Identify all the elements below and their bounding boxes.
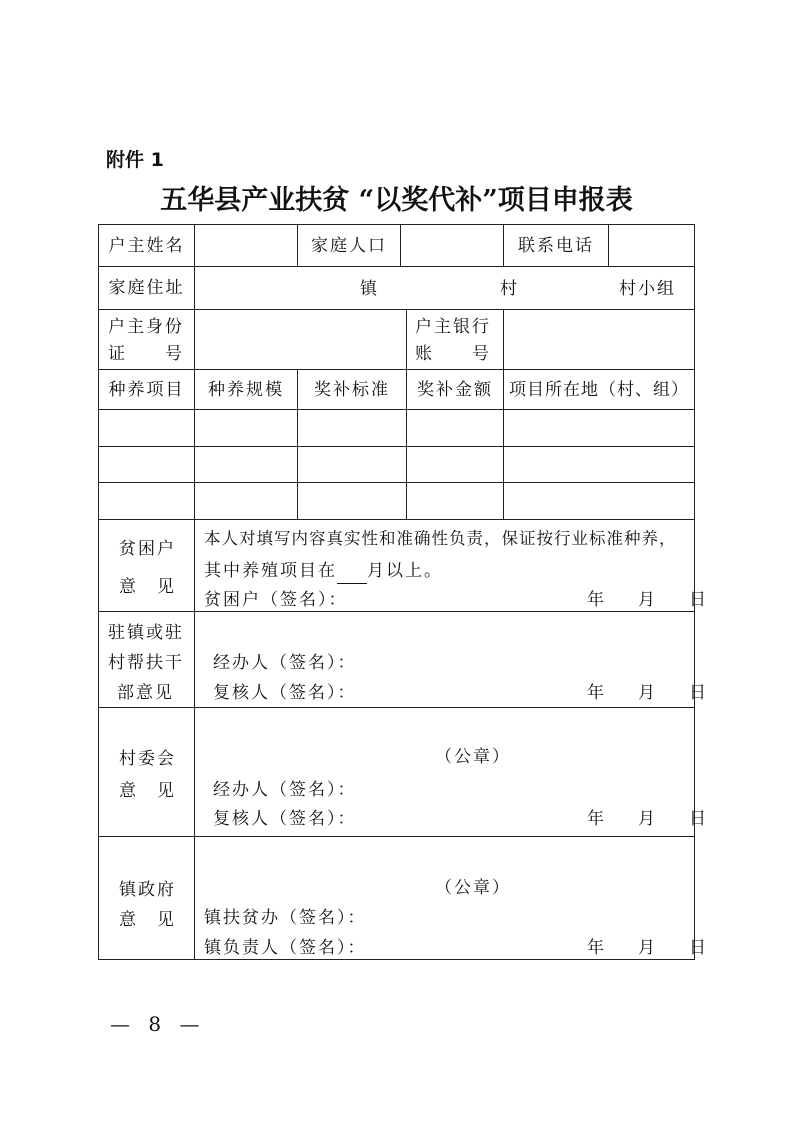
scale-header: 种养规模 [194, 369, 298, 410]
town-government-opinion-box[interactable] [194, 836, 706, 960]
household-size-field[interactable] [400, 224, 504, 267]
cadre-handler-sign: 经办人（签名）： [213, 653, 357, 673]
address-label: 家庭住址 [98, 266, 195, 310]
town-leader-sign: 镇负责人（签名）： [204, 938, 367, 958]
cadre-reviewer-sign: 复核人（签名）： [213, 683, 357, 703]
id-number-field[interactable] [194, 309, 407, 370]
scale-cell[interactable] [194, 446, 298, 483]
project-cell[interactable] [98, 446, 195, 483]
scale-cell[interactable] [194, 409, 298, 447]
amount-cell[interactable] [406, 482, 504, 520]
poor-sign-label: 贫困户（签名）： [204, 590, 348, 610]
household-size-label: 家庭人口 [297, 224, 401, 267]
bank-label-line2: 账 号 [415, 344, 491, 364]
project-cell[interactable] [98, 482, 195, 520]
page-number: — 8 — [110, 1012, 206, 1036]
standard-cell[interactable] [297, 446, 407, 483]
town-label-line1: 镇政府 [119, 880, 176, 900]
bank-account-field[interactable] [503, 309, 695, 370]
village-seal-label: （公章） [435, 747, 511, 767]
location-cell[interactable] [503, 482, 695, 520]
owner-name-label: 户主姓名 [98, 224, 195, 267]
town-label-line2: 意 见 [119, 910, 176, 930]
cadre-label-line3: 部意见 [117, 683, 174, 703]
poor-date: 年 月 日 [587, 590, 706, 610]
breeding-text-a: 其中养殖项目在 [204, 561, 337, 581]
village-label: 村 [500, 279, 519, 299]
bank-account-label [406, 309, 504, 370]
village-reviewer-sign: 复核人（签名）： [213, 809, 357, 829]
group-label: 村小组 [619, 279, 676, 299]
scale-cell[interactable] [194, 482, 298, 520]
id-number-label [98, 309, 195, 370]
attachment-label: 附件 1 [106, 149, 164, 171]
standard-cell[interactable] [297, 482, 407, 520]
village-handler-sign: 经办人（签名）： [213, 780, 357, 800]
village-committee-opinion-box[interactable] [194, 707, 706, 837]
cadre-date: 年 月 日 [587, 683, 706, 703]
poor-label-line2: 意 见 [119, 577, 176, 597]
amount-cell[interactable] [406, 409, 504, 447]
breeding-text-b: 月以上。 [367, 561, 443, 581]
breeding-duration-text [204, 558, 443, 584]
town-office-sign: 镇扶贫办（签名）： [204, 908, 367, 928]
village-date: 年 月 日 [587, 809, 706, 829]
village-committee-opinion-label [98, 707, 195, 837]
cadre-label-line1: 驻镇或驻 [108, 623, 184, 643]
village-label-line2: 意 见 [119, 781, 176, 801]
months-blank[interactable] [337, 565, 367, 584]
address-field[interactable] [194, 266, 695, 310]
cadre-opinion-label [98, 611, 195, 708]
project-cell[interactable] [98, 409, 195, 447]
town-government-opinion-label [98, 836, 195, 960]
amount-cell[interactable] [406, 446, 504, 483]
cadre-opinion-box[interactable] [194, 611, 706, 708]
location-header: 项目所在地（村、组） [503, 369, 695, 410]
poor-label-line1: 贫困户 [119, 539, 176, 559]
phone-label: 联系电话 [503, 224, 609, 267]
owner-name-field[interactable] [194, 224, 298, 267]
poor-household-opinion-box[interactable] [194, 519, 706, 612]
id-label-line1: 户主身份 [108, 317, 184, 337]
form-title: 五华县产业扶贫 “以奖代补”项目申报表 [160, 185, 633, 216]
town-seal-label: （公章） [435, 878, 511, 898]
project-header: 种养项目 [98, 369, 195, 410]
location-cell[interactable] [503, 446, 695, 483]
standard-cell[interactable] [297, 409, 407, 447]
id-label-line2: 证 号 [108, 344, 184, 364]
town-date: 年 月 日 [587, 938, 706, 958]
poor-household-opinion-label [98, 519, 195, 612]
bank-label-line1: 户主银行 [415, 317, 491, 337]
amount-header: 奖补金额 [406, 369, 504, 410]
location-cell[interactable] [503, 409, 695, 447]
cadre-label-line2: 村帮扶干 [108, 653, 184, 673]
village-label-line1: 村委会 [119, 749, 176, 769]
phone-field[interactable] [608, 224, 695, 267]
commitment-text: 本人对填写内容真实性和准确性负责，保证按行业标准种养， [204, 529, 677, 548]
town-label: 镇 [360, 279, 379, 299]
standard-header: 奖补标准 [297, 369, 407, 410]
